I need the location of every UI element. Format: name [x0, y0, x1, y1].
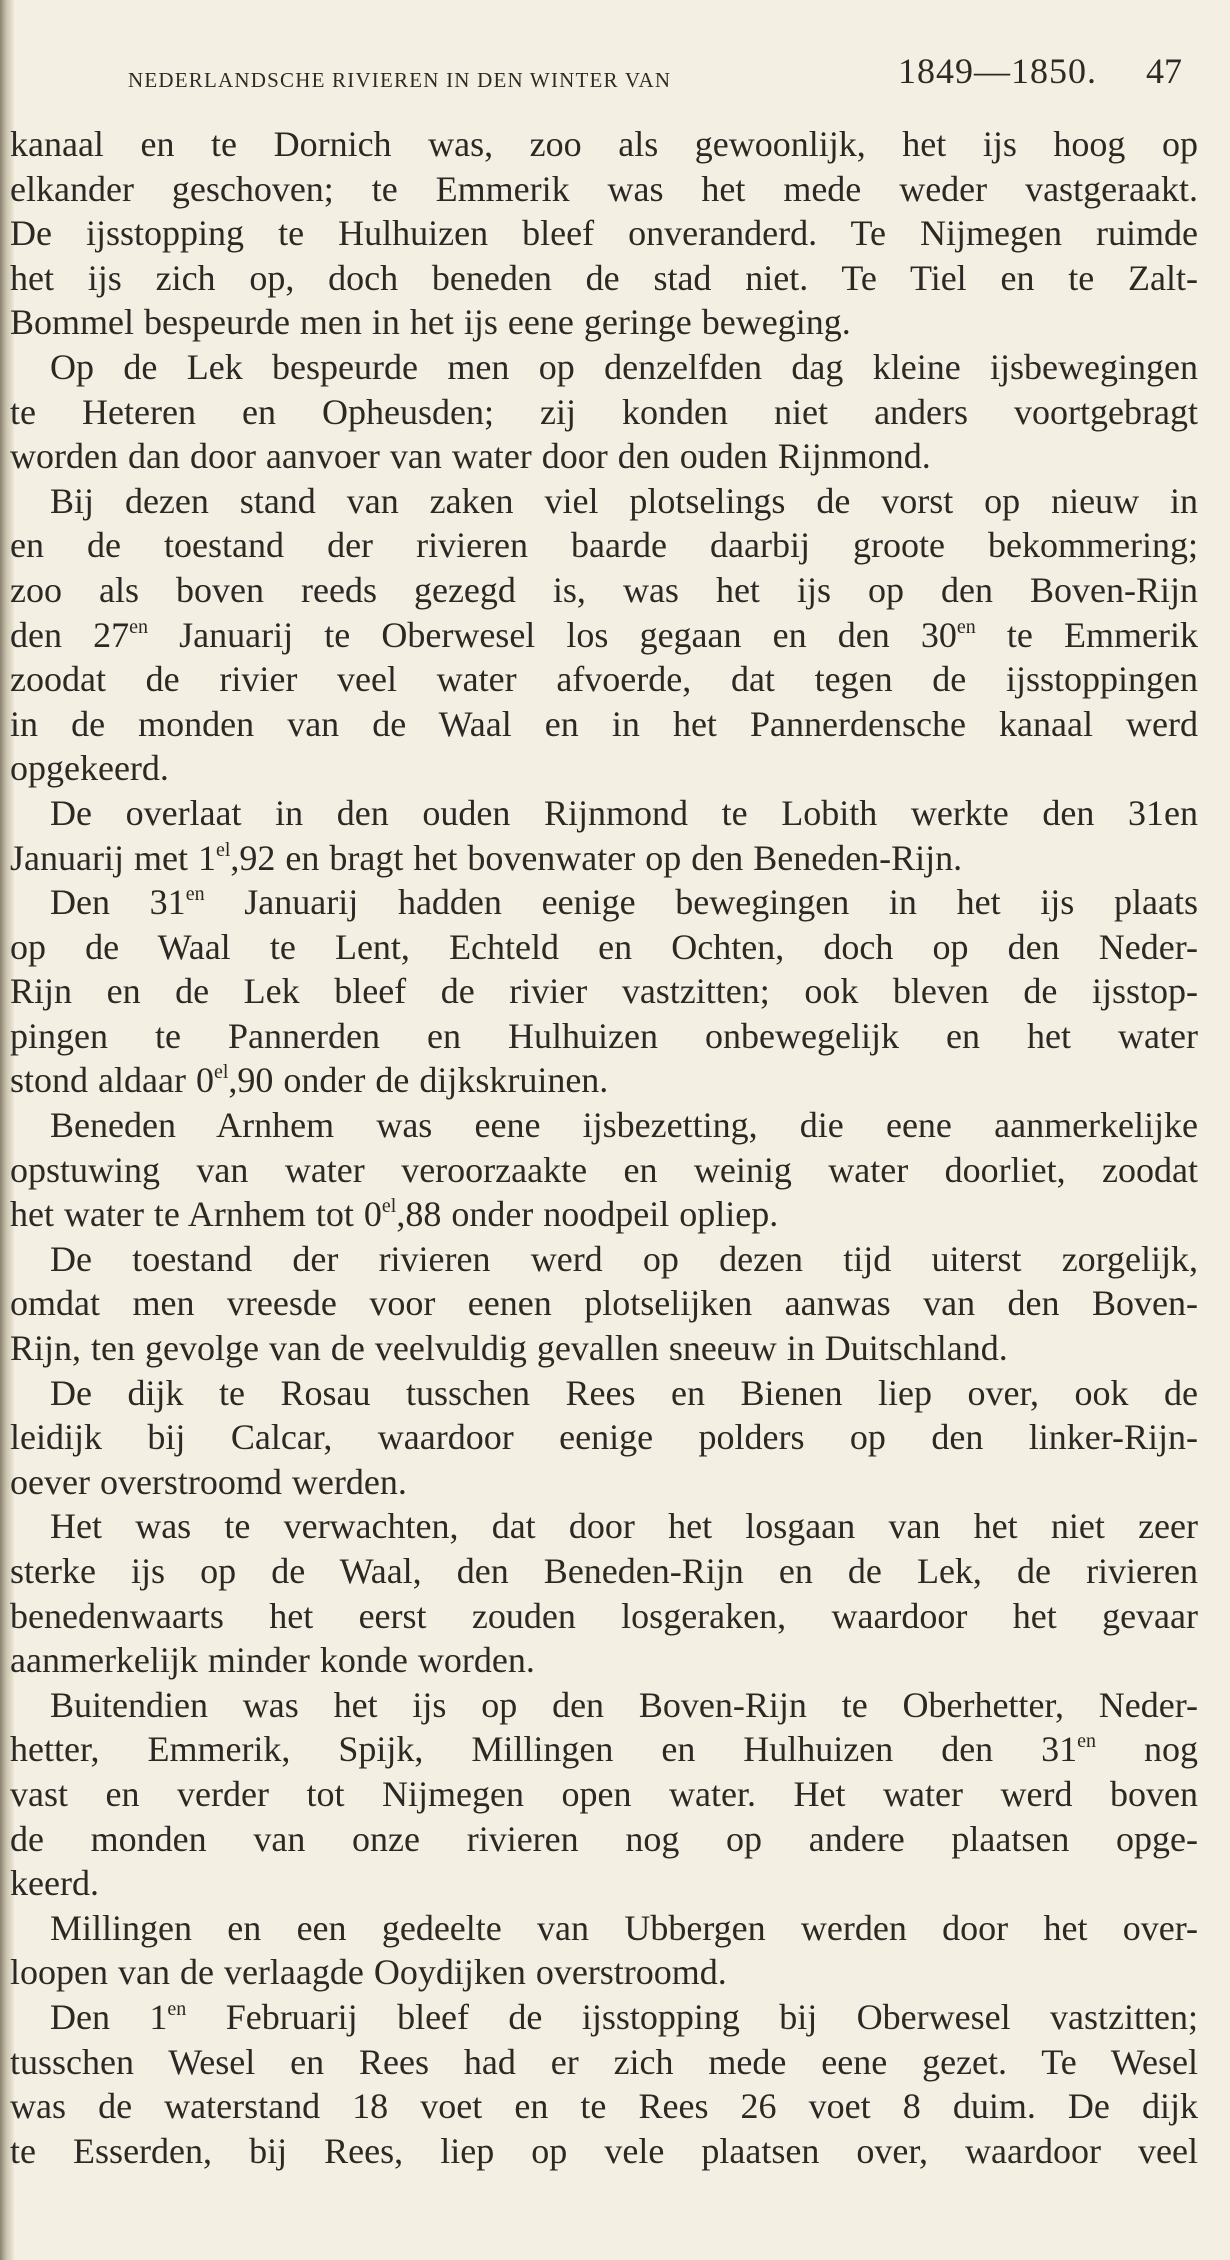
text-line: worden dan door aanvoer van water door den ouden Rijnmond.	[10, 436, 931, 477]
text-line: stond aldaar $0^{el},90$ onder de dijkskruinen.	[10, 1060, 609, 1101]
text-line: hetter, Emmerik, Spijk, Millingen en Hulhuizen den $31^{en}$ nog	[10, 1729, 1198, 1770]
text-line: oever overstroomd werden.	[10, 1461, 407, 1502]
text-line: vast en verder tot Nijmegen open water. Het water werd boven	[10, 1773, 1198, 1814]
text-line: Bij dezen stand van zaken viel plotselings de vorst op nieuw in	[50, 480, 1198, 521]
text-line: De dijk te Rosau tusschen Rees en Bienen liep over, ook de	[50, 1372, 1198, 1413]
text-line: de monden van onze rivieren nog op andere plaatsen opge-	[10, 1818, 1198, 1859]
text-line: Beneden Arnhem was eene ijsbezetting, die eene aanmerkelijke	[50, 1105, 1198, 1146]
text-line: Rijn en de Lek bleef de rivier vastzitten; ook bleven de ijsstop-	[10, 971, 1198, 1012]
text-line: Het was te verwachten, dat door het losgaan van het niet zeer	[50, 1506, 1198, 1547]
text-line: het ijs zich op, doch beneden de stad niet. Te Tiel en te Zalt-	[10, 257, 1198, 298]
text-line: sterke ijs op de Waal, den Beneden-Rijn en de Lek, de rivieren	[10, 1551, 1198, 1591]
text-line: te Esserden, bij Rees, liep op vele plaatsen over, waardoor veel	[10, 2130, 1198, 2171]
text-line: keerd.	[10, 1863, 99, 1904]
text-line: Millingen en een gedeelte van Ubbergen werden door het over-	[50, 1907, 1198, 1948]
text-line: op de Waal te Lent, Echteld en Ochten, doch op den Neder-	[10, 926, 1198, 967]
text-line: was de waterstand 18 voet en te Rees 26 voet 8 duim. De dijk	[10, 2086, 1198, 2127]
text-line: kanaal en te Dornich was, zoo als gewoonlijk, het ijs hoog op	[10, 124, 1198, 164]
text-line: Januarij met $1^{el},92$ en bragt het bovenwater op den Beneden-Rijn.	[10, 837, 963, 878]
text-line: in de monden van de Waal en in het Pannerdensche kanaal werd	[10, 703, 1198, 744]
text-line: den $27^{en}$ Januarij te Oberwesel los gegaan en den $30^{en}$ te Emmerik	[10, 614, 1198, 655]
body-text	[10, 122, 1198, 2173]
page-number: 47	[1146, 51, 1182, 91]
text-line: opstuwing van water veroorzaakte en weinig water doorliet, zoodat	[10, 1149, 1198, 1190]
text-line: Op de Lek bespeurde men op denzelfden dag kleine ijsbewegingen	[50, 346, 1198, 387]
text-line: en de toestand der rivieren baarde daarbij groote bekommering;	[10, 525, 1198, 566]
text-line: pingen te Pannerden en Hulhuizen onbewegelijk en het water	[10, 1015, 1198, 1056]
text-line: De ijsstopping te Hulhuizen bleef onveranderd. Te Nijmegen ruimde	[10, 213, 1198, 254]
text-line: zoo als boven reeds gezegd is, was het ijs op den Boven-Rijn	[10, 569, 1198, 610]
text-line: Den $31^{en}$ Januarij hadden eenige bewegingen in het ijs plaats	[50, 882, 1198, 923]
text-line: Den $1^{en}$ Februarij bleef de ijsstopping bij Oberwesel vastzitten;	[50, 1996, 1198, 2037]
text-line: omdat men vreesde voor eenen plotselijken aanwas van den Boven-	[10, 1283, 1198, 1324]
text-line: Rijn, ten gevolge van de veelvuldig gevallen sneeuw in Duitschland.	[10, 1328, 1008, 1369]
text-line: het water te Arnhem tot $0^{el},88$ onder noodpeil opliep.	[10, 1194, 779, 1235]
text-line: Bommel bespeurde men in het ijs eene geringe beweging.	[10, 302, 851, 343]
text-line: Buitendien was het ijs op den Boven-Rijn te Oberhetter, Neder-	[50, 1684, 1198, 1725]
running-header	[120, 50, 1188, 98]
text-line: benedenwaarts het eerst zouden losgeraken, waardoor het gevaar	[10, 1595, 1198, 1636]
running-years: 1849—1850.	[898, 51, 1097, 91]
text-line: te Heteren en Opheusden; zij konden niet anders voortgebragt	[10, 391, 1198, 432]
text-line: leidijk bij Calcar, waardoor eenige polders op den linker-Rijn-	[10, 1417, 1198, 1458]
text-line: De overlaat in den ouden Rijnmond te Lobith werkte den 31en	[50, 792, 1198, 833]
text-line: De toestand der rivieren werd op dezen tijd uiterst zorgelijk,	[50, 1238, 1198, 1279]
text-line: aanmerkelijk minder konde worden.	[10, 1640, 535, 1681]
text-line: elkander geschoven; te Emmerik was het mede weder vastgeraakt.	[10, 168, 1198, 209]
text-line: zoodat de rivier veel water afvoerde, dat tegen de ijsstoppingen	[10, 659, 1198, 700]
text-line: tusschen Wesel en Rees had er zich mede eene gezet. Te Wesel	[10, 2041, 1198, 2082]
text-line: loopen van de verlaagde Ooydijken overstroomd.	[10, 1952, 727, 1993]
running-title: NEDERLANDSCHE RIVIEREN IN DEN WINTER VAN	[128, 68, 672, 92]
text-line: opgekeerd.	[10, 748, 169, 789]
